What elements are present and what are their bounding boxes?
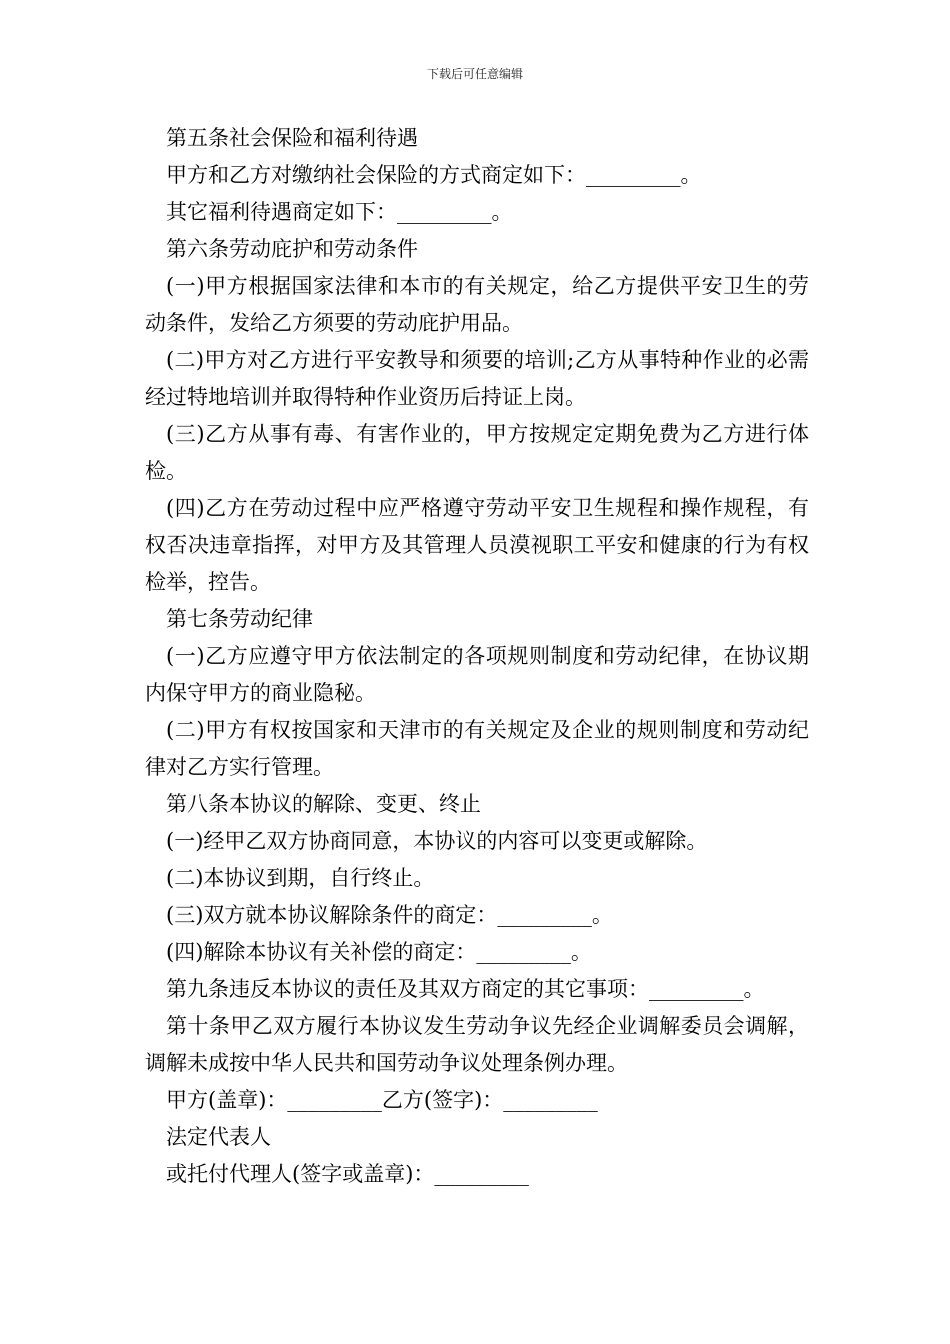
section-heading-8: 第八条本协议的解除、变更、终止 xyxy=(166,792,481,816)
paragraph-other-benefits: 其它福利待遇商定如下：_________。 xyxy=(166,200,513,224)
paragraph-6-4: (四)乙方在劳动过程中应严格遵守劳动平安卫生规程和操作规程，有权否决违章指挥，对甲方及其管理人员漠视职工平安和健康的行为有权检举，控告。 xyxy=(145,496,809,594)
section-heading-5: 第五条社会保险和福利待遇 xyxy=(166,126,418,150)
page-header-note: 下载后可任意编辑 xyxy=(426,67,523,81)
section-heading-7: 第七条劳动纪律 xyxy=(166,607,313,631)
paragraph-8-2: (二)本协议到期，自行终止。 xyxy=(166,866,435,890)
paragraph-8-3: (三)双方就本协议解除条件的商定：_________。 xyxy=(166,903,613,927)
paragraph-8-4: (四)解除本协议有关补偿的商定：_________。 xyxy=(166,940,592,964)
paragraph-8-1: (一)经甲乙双方协商同意，本协议的内容可以变更或解除。 xyxy=(166,829,708,853)
paragraph-6-3: (三)乙方从事有毒、有害作业的，甲方按规定定期免费为乙方进行体检。 xyxy=(145,422,809,483)
section-heading-6: 第六条劳动庇护和劳动条件 xyxy=(166,237,418,261)
paragraph-7-2: (二)甲方有权按国家和天津市的有关规定及企业的规则制度和劳动纪律对乙方实行管理。 xyxy=(145,718,809,779)
signature-line-parties: 甲方(盖章)：_________乙方(签字)：_________ xyxy=(166,1088,598,1112)
paragraph-7-1: (一)乙方应遵守甲方依法制定的各项规则制度和劳动纪律，在协议期内保守甲方的商业隐秘。 xyxy=(145,644,809,705)
paragraph-social-insurance: 甲方和乙方对缴纳社会保险的方式商定如下：_________。 xyxy=(166,163,702,187)
paragraph-6-2: (二)甲方对乙方进行平安教导和须要的培训;乙方从事特种作业的必需经过特地培训并取得特种作业资历后持证上岗。 xyxy=(145,348,809,409)
paragraph-6-1: (一)甲方根据国家法律和本市的有关规定，给乙方提供平安卫生的劳动条件，发给乙方须要的劳动庇护用品。 xyxy=(145,274,809,335)
section-heading-10: 第十条甲乙双方履行本协议发生劳动争议先经企业调解委员会调解，调解未成按中华人民共和国劳动争议处理条例办理。 xyxy=(145,1014,809,1075)
section-heading-9: 第九条违反本协议的责任及其双方商定的其它事项：_________。 xyxy=(166,977,765,1001)
signature-authorized-agent: 或托付代理人(签字或盖章)：_________ xyxy=(166,1162,529,1186)
document-body xyxy=(145,120,809,1193)
signature-legal-representative: 法定代表人 xyxy=(166,1125,271,1149)
